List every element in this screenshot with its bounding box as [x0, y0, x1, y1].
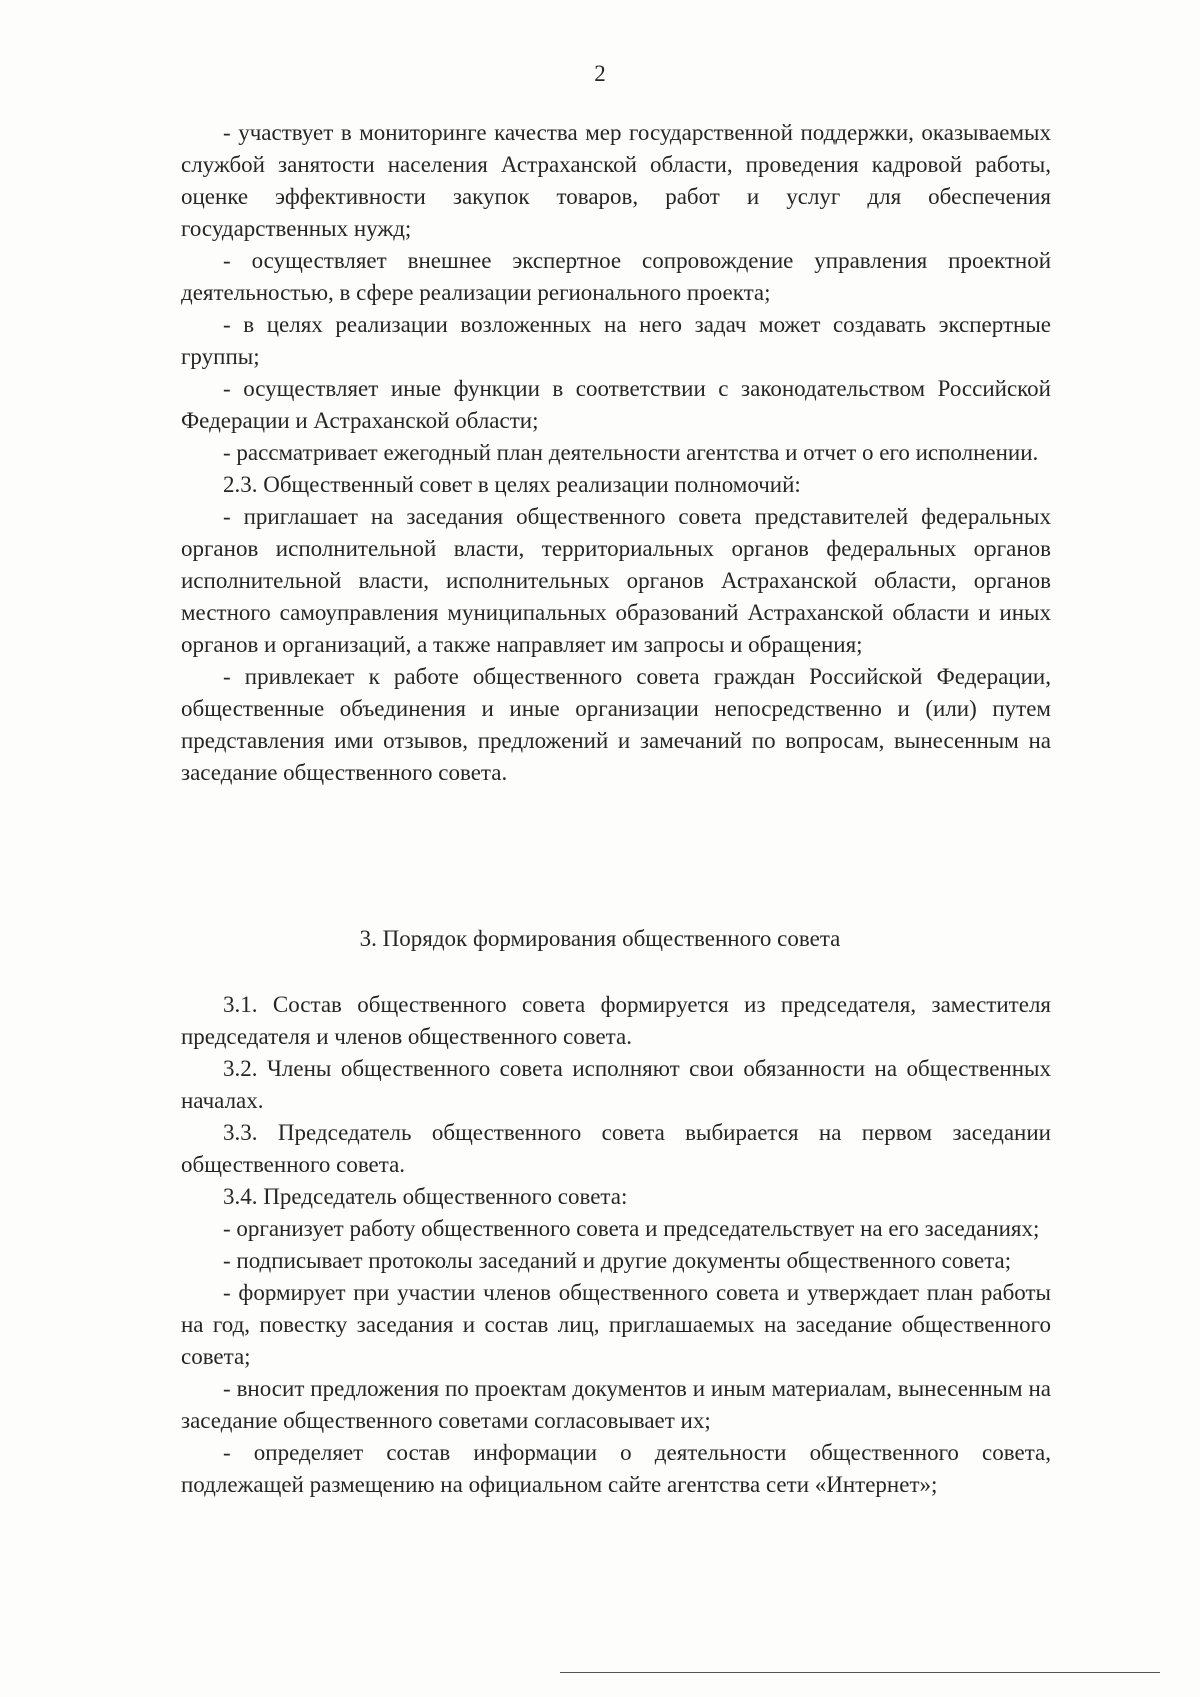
paragraph-info-composition: - определяет состав информации о деятельности общественного совета, подлежащей размещению на официальном сайте агентства сети «Интернет»;: [181, 1440, 1051, 1497]
paragraph-expert-groups: - в целях реализации возложенных на него задач может создавать экспертные группы;: [181, 312, 1051, 369]
paragraph-involves-citizens: - привлекает к работе общественного совета граждан Российской Федерации, общественные объединения и иные организации непосредственно и (или) путем представления ими отзывов, предложений и замечаний по вопросам, вынесенным на заседание общественного совета.: [181, 664, 1051, 785]
paragraph-3-1: 3.1. Состав общественного совета формируется из председателя, заместителя председателя и членов общественного совета.: [181, 992, 1051, 1049]
paragraph-forms-plan: - формирует при участии членов общественного совета и утверждает план работы на год, повестку заседания и состав лиц, приглашаемых на заседание общественного совета;: [181, 1280, 1051, 1369]
section-3-body: [181, 989, 1051, 1501]
bottom-scan-line: [560, 1672, 1160, 1673]
paragraph-expert-support: - осуществляет внешнее экспертное сопровождение управления проектной деятельностью, в сфере реализации регионального проекта;: [181, 248, 1051, 305]
section-3-title: 3. Порядок формирования общественного совета: [359, 926, 841, 951]
paragraph-invites: - приглашает на заседания общественного совета представителей федеральных органов исполнительной власти, территориальных органов федеральных органов исполнительной власти, исполнительных органов Астраханской области, органов местного самоуправления муниципальных образований Астраханской области и иных органов и организаций, а также направляет им запросы и обращения;: [181, 504, 1051, 657]
section-2-body: [181, 117, 1051, 789]
paragraph-other-functions: - осуществляет иные функции в соответствии с законодательством Российской Федерации и Астраханской области;: [181, 376, 1051, 433]
paragraph-annual-plan: - рассматривает ежегодный план деятельности агентства и отчет о его исполнении.: [223, 440, 1039, 465]
paragraph-proposals: - вносит предложения по проектам документов и иным материалам, вынесенным на заседание общественного советами согласовывает их;: [181, 1376, 1051, 1433]
paragraph-3-2: 3.2. Члены общественного совета исполняют свои обязанности на общественных началах.: [181, 1056, 1051, 1113]
paragraph-organizes-work: - организует работу общественного совета и председательствует на его заседаниях;: [223, 1216, 1040, 1241]
paragraph-2-3-heading: 2.3. Общественный совет в целях реализации полномочий:: [223, 472, 801, 497]
paragraph-3-4: 3.4. Председатель общественного совета:: [223, 1184, 628, 1209]
paragraph-signs-protocols: - подписывает протоколы заседаний и другие документы общественного совета;: [223, 1248, 1012, 1273]
paragraph-monitoring: - участвует в мониторинге качества мер государственной поддержки, оказываемых службой занятости населения Астраханской области, проведения кадровой работы, оценке эффективности закупок товаров, работ и услуг для обеспечения государственных нужд;: [181, 120, 1051, 241]
page-number: 2: [594, 61, 606, 86]
paragraph-3-3: 3.3. Председатель общественного совета выбирается на первом заседании общественного совета.: [181, 1120, 1051, 1177]
